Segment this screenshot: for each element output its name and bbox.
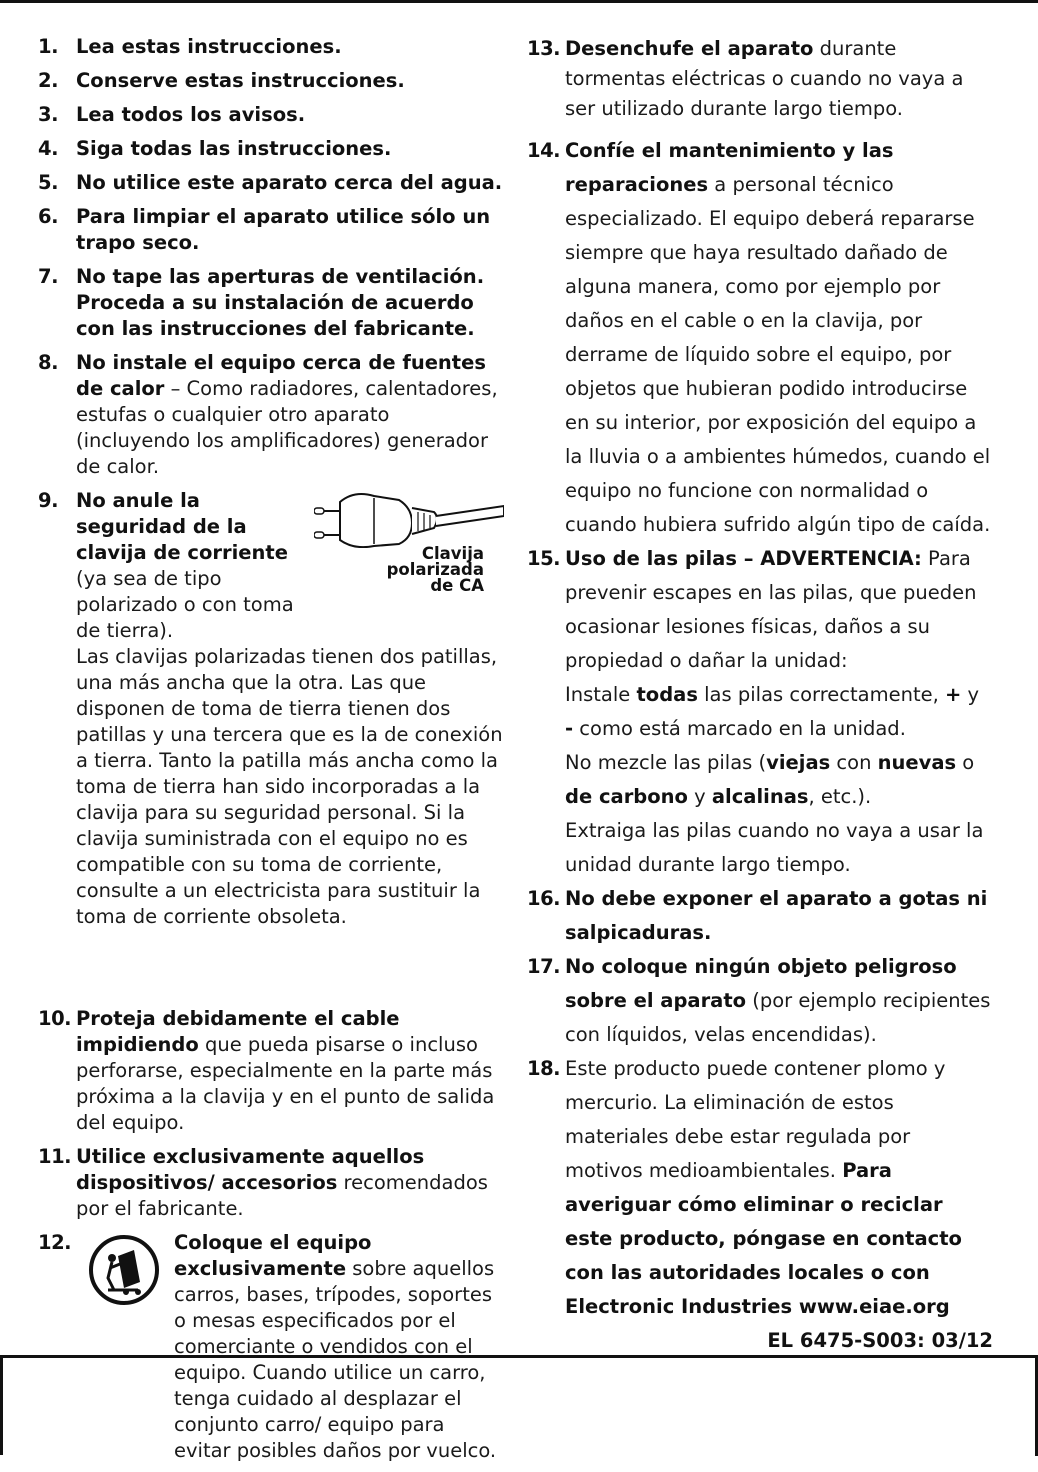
item-16 [527, 882, 993, 950]
item-number: 3. [38, 103, 58, 126]
item-title: No coloque ningún objeto peligroso sobre el aparato [565, 955, 957, 1012]
plus-sign: + [945, 683, 962, 706]
item-10 [38, 1006, 504, 1136]
item-title: Desenchufe el aparato [565, 37, 814, 60]
item-6 [38, 204, 504, 256]
minus-sign: - [565, 717, 574, 740]
item-text-bold: nuevas [877, 751, 957, 774]
item-text-bold: viejas [766, 751, 831, 774]
item-number: 4. [38, 137, 58, 160]
item-11 [38, 1144, 504, 1222]
item-text: a personal técnico especializado. El equipo deberá repararse siempre que haya resultado dañado de alguna manera, como por ejemplo por daños en el cable o en la clavija, por derrame de líquido sobre el equipo, por objetos que hubieran podido introducirse en su interior, por exposición del equipo a la lluvia o a ambientes húmedos, cuando el equipo no funcione con normalidad o cuando hubiera sufrido algún tipo de caída. [565, 173, 991, 536]
polarized-plug-icon [314, 488, 504, 548]
battery-line-2 [565, 746, 993, 814]
item-2 [38, 68, 504, 94]
item-title: No instale el equipo cerca de fuentes de calor [76, 351, 486, 400]
item-text: o [956, 751, 975, 774]
item-title: Uso de las pilas – ADVERTENCIA: [565, 547, 922, 570]
item-number: 11. [38, 1145, 72, 1168]
battery-line-1 [565, 678, 993, 746]
item-text: , etc.). [808, 785, 872, 808]
item-text-bold: Para averiguar cómo eliminar o reciclar este producto, póngase en contacto con las autoridades locales o con Electronic Industries www.eiae.org [565, 1159, 962, 1318]
item-15 [527, 542, 993, 882]
item-title: Confíe el mantenimiento y las reparaciones [565, 139, 894, 196]
item-text: con [830, 751, 878, 774]
cart-tip-over-warning-icon [88, 1234, 160, 1306]
bottom-empty-box [0, 1355, 1037, 1455]
item-text: No mezcle las pilas ( [565, 751, 767, 774]
item-number: 13. [527, 37, 561, 60]
item-text: (ya sea de tipo polarizado o con toma de tierra). [76, 567, 294, 642]
item-number: 1. [38, 35, 58, 58]
item-9 [38, 488, 504, 930]
item-text: como está marcado en la unidad. [573, 717, 906, 740]
item-number: 10. [38, 1007, 72, 1030]
item-number: 9. [38, 489, 58, 512]
item-1 [38, 34, 504, 60]
item-17 [527, 950, 993, 1052]
item-number: 14. [527, 139, 561, 162]
item-title: Coloque el equipo exclusivamente [174, 1231, 372, 1280]
item-number: 8. [38, 351, 58, 374]
item-number: 17. [527, 955, 561, 978]
item-text: y [687, 785, 712, 808]
item-title: No utilice este aparato cerca del agua. [76, 171, 503, 194]
item-title: Lea todos los avisos. [76, 103, 306, 126]
plug-caption [387, 546, 484, 594]
top-rule [0, 0, 1038, 3]
item-text: – Como radiadores, calentadores, estufas o cualquier otro aparato (incluyendo los amplificadores) generador de calor. [76, 377, 498, 478]
item-text: que pueda pisarse o incluso perforarse, especialmente en la parte más próxima a la clavija y en el punto de salida del equipo. [76, 1033, 495, 1134]
item-text: las pilas correctamente, [697, 683, 946, 706]
item-3 [38, 102, 504, 128]
item-9-intro [76, 488, 306, 644]
item-title: No anule la seguridad de la clavija de corriente [76, 489, 288, 564]
item-title: Conserve estas instrucciones. [76, 69, 405, 92]
plug-caption-line: polarizada [386, 560, 484, 579]
item-title: No tape las aperturas de ventilación. Proceda a su instalación de acuerdo con las instrucciones del fabricante. [76, 265, 485, 340]
item-4 [38, 136, 504, 162]
item-text: recomendados por el fabricante. [76, 1171, 488, 1220]
item-number: 15. [527, 547, 561, 570]
spacer [38, 938, 504, 1006]
item-18 [527, 1052, 993, 1324]
plug-caption-line: de CA [430, 576, 484, 595]
left-column [38, 34, 504, 1472]
item-number: 2. [38, 69, 58, 92]
item-text-bold: todas [636, 683, 698, 706]
item-title: Para limpiar el aparato utilice sólo un trapo seco. [76, 205, 491, 254]
item-14 [527, 134, 993, 542]
item-number: 6. [38, 205, 58, 228]
item-text: Este producto puede contener plomo y mercurio. La eliminación de estos materiales debe estar regulada por motivos medioambientales. [565, 1057, 946, 1182]
item-title: Proteja debidamente el cable impidiendo [76, 1007, 400, 1056]
item-title: No debe exponer el aparato a gotas ni salpicaduras. [565, 887, 988, 944]
item-number: 12. [38, 1231, 72, 1254]
item-13 [527, 34, 993, 124]
item-title: Lea estas instrucciones. [76, 35, 342, 58]
document-code: EL 6475-S003: 03/12 [767, 1329, 993, 1352]
item-7 [38, 264, 504, 342]
item-title: Siga todas las instrucciones. [76, 137, 392, 160]
item-title: Utilice exclusivamente aquellos dispositivos/ accesorios [76, 1145, 425, 1194]
right-column [527, 34, 993, 1358]
plug-caption-line: Clavija [421, 544, 484, 563]
item-text: y [961, 683, 980, 706]
item-8 [38, 350, 504, 480]
item-text: durante tormentas eléctricas o cuando no vaya a ser utilizado durante largo tiempo. [565, 37, 964, 120]
item-text-bold: alcalinas [711, 785, 809, 808]
item-5 [38, 170, 504, 196]
item-text: Para prevenir escapes en las pilas, que pueden ocasionar lesiones físicas, daños a su propiedad o dañar la unidad: [565, 547, 977, 672]
item-number: 7. [38, 265, 58, 288]
item-number: 18. [527, 1057, 561, 1080]
polarized-plug-figure [314, 488, 504, 600]
item-text: (por ejemplo recipientes con líquidos, velas encendidas). [565, 989, 991, 1046]
battery-line-3: Extraiga las pilas cuando no vaya a usar la unidad durante largo tiempo. [565, 819, 984, 876]
item-text: sobre aquellos carros, bases, trípodes, soportes o mesas especificados por el comerciante o vendidos con el equipo. Cuando utilice un carro, tenga cuidado al desplazar el conjunto carro/ equipo para evitar posibles daños por vuelco. [174, 1257, 497, 1462]
item-number: 16. [527, 887, 561, 910]
item-number: 5. [38, 171, 58, 194]
item-15-intro [565, 542, 993, 678]
item-text: Las clavijas polarizadas tienen dos patillas, una más ancha que la otra. Las que disponen de toma de tierra tienen dos patillas y una tercera que es la de conexión a tierra. Tanto la patilla más ancha como la toma de tierra han sido incorporadas a la clavija para su seguridad personal. Si la clavija suministrada con el equipo no es compatible con su toma de corriente, consulte a un electricista para sustituir la toma de corriente obsoleta. [76, 645, 503, 928]
item-text: Instale [565, 683, 637, 706]
item-text-bold: de carbono [565, 785, 688, 808]
